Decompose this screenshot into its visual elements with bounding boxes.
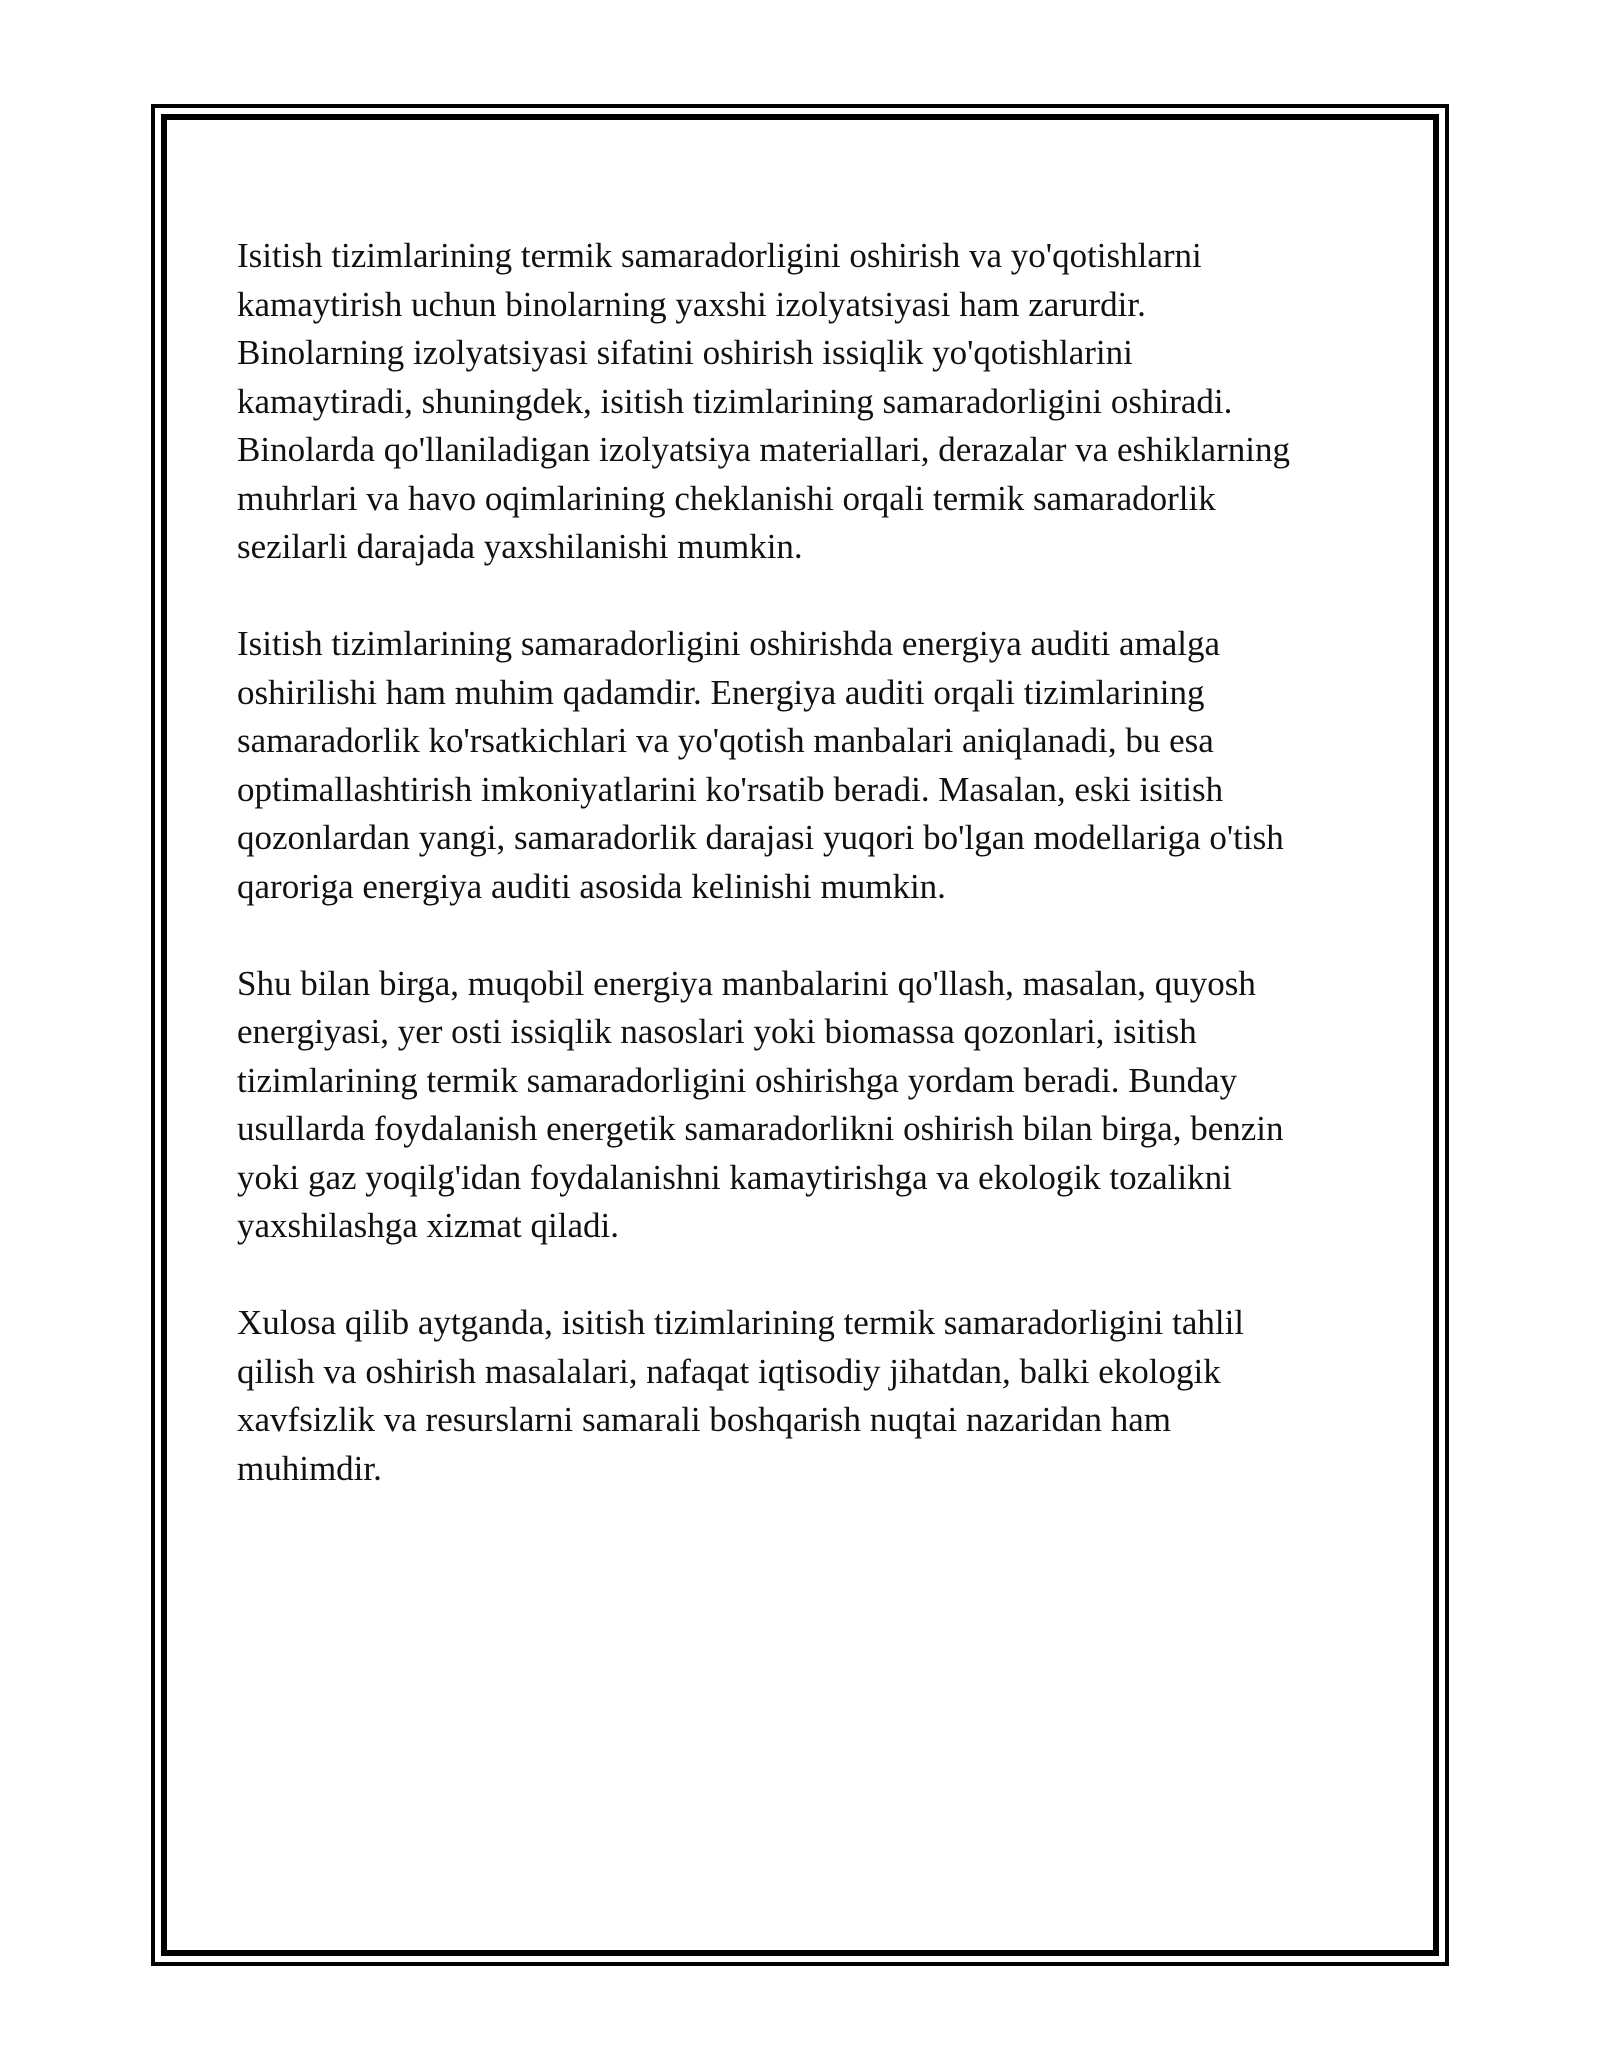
text-line: energiyasi, yer osti issiqlik nasoslari yoki biomassa qozonlari, isitish <box>237 1012 1197 1051</box>
paragraph-3 <box>237 960 1357 1251</box>
text-line: kamaytirish uchun binolarning yaxshi izolyatsiyasi ham zarurdir. <box>237 284 1146 324</box>
text-line: qozonlardan yangi, samaradorlik darajasi yuqori bo'lgan modellariga o'tish <box>237 818 1284 857</box>
text-line: xavfsizlik va resurslarni samarali boshqarish nuqtai nazaridan ham <box>237 1400 1171 1439</box>
paragraph-2 <box>237 620 1357 911</box>
text-line: muhimdir. <box>237 1448 382 1488</box>
text-line: yoki gaz yoqilg'idan foydalanishni kamaytirishga va ekologik tozalikni <box>237 1157 1232 1197</box>
text-line: muhrlari va havo oqimlarining cheklanishi orqali termik samaradorlik <box>237 478 1216 518</box>
text-line: Xulosa qilib aytganda, isitish tizimlarining termik samaradorligini tahlil <box>237 1303 1245 1342</box>
text-line: Binolarda qo'llaniladigan izolyatsiya materiallari, derazalar va eshiklarning <box>237 430 1290 469</box>
text-line: usullarda foydalanish energetik samaradorlikni oshirish bilan birga, benzin <box>237 1109 1284 1148</box>
text-line: qaroriga energiya auditi asosida kelinishi mumkin. <box>237 866 946 906</box>
text-line: oshirilishi ham muhim qadamdir. Energiya auditi orqali tizimlarining <box>237 672 1205 712</box>
text-line: Isitish tizimlarining termik samaradorligini oshirish va yo'qotishlarni <box>237 236 1202 275</box>
paragraph-1 <box>237 232 1357 572</box>
text-line: Isitish tizimlarining samaradorligini oshirishda energiya auditi amalga <box>237 624 1221 663</box>
text-line: kamaytiradi, shuningdek, isitish tizimlarining samaradorligini oshiradi. <box>237 381 1233 421</box>
paragraph-4 <box>237 1299 1357 1493</box>
text-line: Shu bilan birga, muqobil energiya manbalarini qo'llash, masalan, quyosh <box>237 963 1256 1003</box>
text-line: sezilarli darajada yaxshilanishi mumkin. <box>237 527 803 566</box>
text-line: tizimlarining termik samaradorligini oshirishga yordam beradi. Bunday <box>237 1060 1238 1100</box>
text-line: samaradorlik ko'rsatkichlari va yo'qotish manbalari aniqlanadi, bu esa <box>237 721 1214 760</box>
text-line: qilish va oshirish masalalari, nafaqat iqtisodiy jihatdan, balki ekologik <box>237 1351 1221 1391</box>
text-line: optimallashtirish imkoniyatlarini ko'rsatib beradi. Masalan, eski isitish <box>237 769 1224 809</box>
text-line: yaxshilashga xizmat qiladi. <box>237 1206 619 1245</box>
document-body <box>237 232 1357 1542</box>
text-line: Binolarning izolyatsiyasi sifatini oshirish issiqlik yo'qotishlarini <box>237 333 1133 372</box>
